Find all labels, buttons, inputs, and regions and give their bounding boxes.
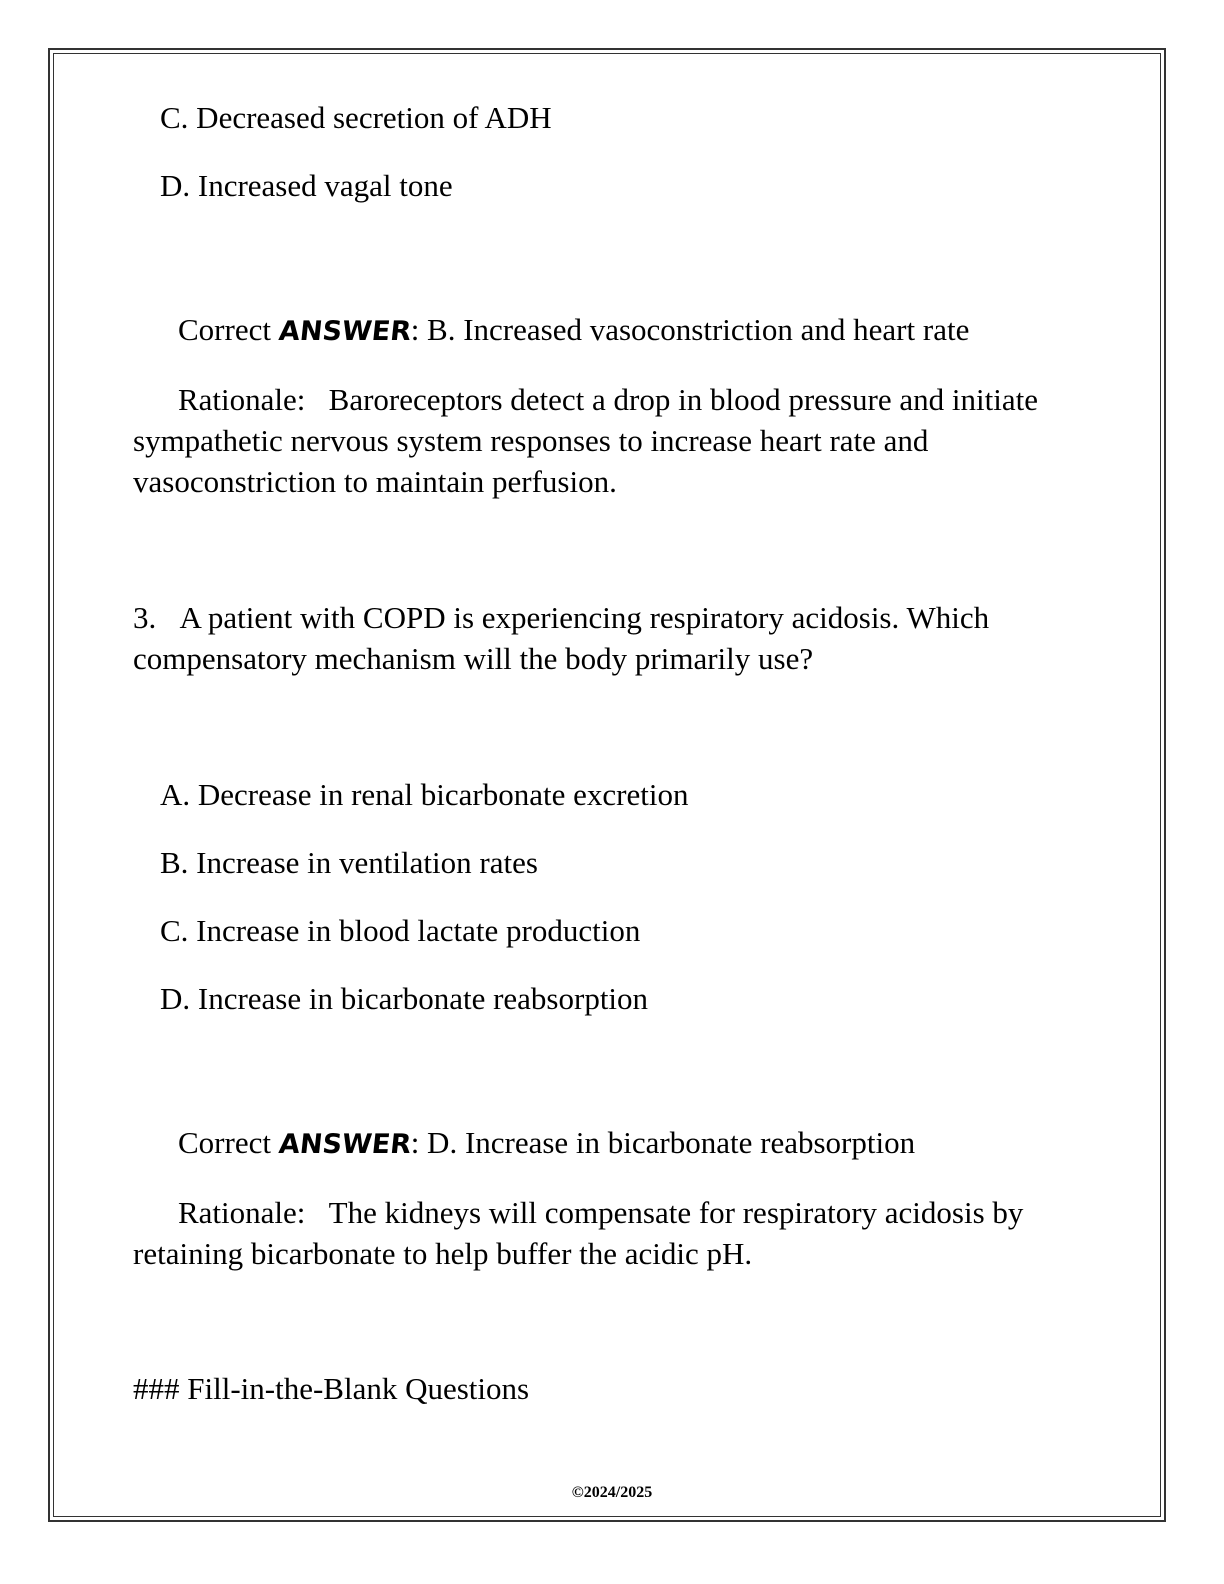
q3-question — [133, 597, 1093, 679]
q3-option-c: C. Increase in blood lactate production — [160, 913, 641, 948]
answer-prefix: Correct — [178, 1125, 279, 1160]
q3-option-a: A. Decrease in renal bicarbonate excretion — [160, 777, 689, 812]
q3-option-b: B. Increase in ventilation rates — [160, 845, 538, 880]
q2-option-c: C. Decreased secretion of ADH — [160, 100, 552, 135]
rationale-label: Rationale: — [178, 382, 306, 417]
answer-word: ANSWER — [277, 1129, 413, 1160]
question-text: A patient with COPD is experiencing respiratory acidosis. Which compensatory mechanism will the body primarily use? — [133, 600, 990, 676]
answer-text: : D. Increase in bicarbonate reabsorption — [410, 1125, 916, 1160]
rationale-text: The kidneys will compensate for respiratory acidosis by retaining bicarbonate to help buffer the acidic pH. — [133, 1195, 1024, 1271]
page-footer: ©2024/2025 — [571, 1484, 653, 1501]
q2-rationale — [133, 379, 1093, 502]
rationale-label: Rationale: — [178, 1195, 306, 1230]
q2-correct-answer — [178, 310, 969, 352]
section-heading: ### Fill-in-the-Blank Questions — [133, 1371, 530, 1406]
q3-rationale — [133, 1192, 1033, 1274]
answer-word: ANSWER — [277, 316, 413, 347]
answer-text: : B. Increased vasoconstriction and heart rate — [410, 312, 970, 347]
rationale-text: Baroreceptors detect a drop in blood pressure and initiate sympathetic nervous system responses to increase heart rate and vasoconstriction to maintain perfusion. — [133, 382, 1038, 499]
q3-option-d: D. Increase in bicarbonate reabsorption — [160, 981, 649, 1016]
q2-option-d: D. Increased vagal tone — [160, 168, 453, 203]
question-number: 3. — [133, 600, 157, 635]
q3-correct-answer — [178, 1123, 915, 1165]
answer-prefix: Correct — [178, 312, 279, 347]
